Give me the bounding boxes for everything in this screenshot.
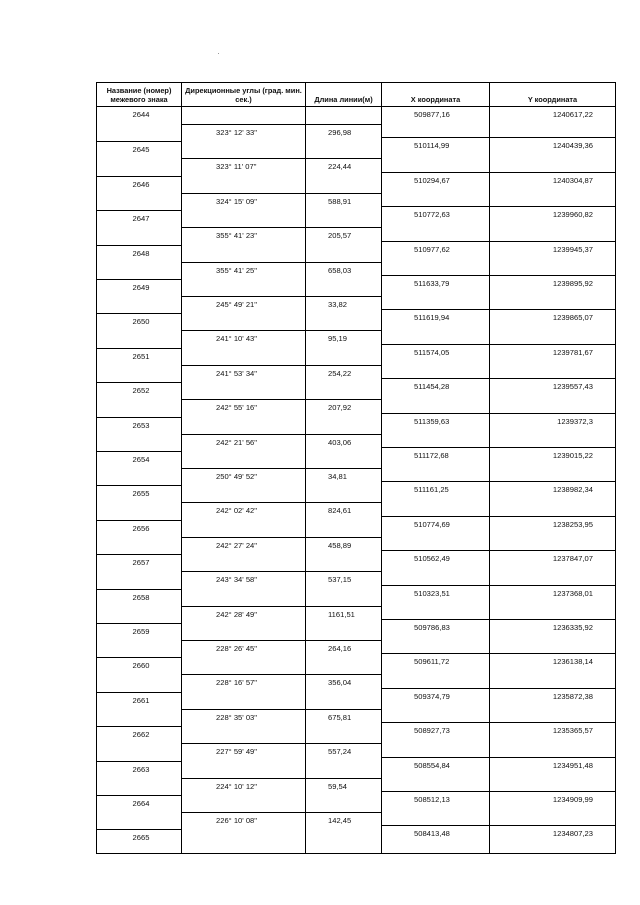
x-coordinate-cell: 510294,67 <box>382 172 489 190</box>
y-coordinate-cell: 1237847,07 <box>490 550 615 568</box>
x-coordinate-cell: 511172,68 <box>382 447 489 465</box>
direction-angle-cell: 226° 10' 08" <box>182 812 305 830</box>
point-name-cell: 2645 <box>97 141 181 159</box>
line-length-cell: 557,24 <box>306 743 381 761</box>
direction-angle-cell: 241° 10' 43" <box>182 330 305 348</box>
y-coordinate-cell: 1238982,34 <box>490 481 615 499</box>
y-coordinate-cell: 1240617,22 <box>552 110 593 119</box>
y-coordinate-cell: 1236335,92 <box>490 619 615 637</box>
point-name-cell: 2659 <box>97 623 181 641</box>
x-coordinate-cell: 509786,83 <box>382 619 489 637</box>
direction-angle-cell: 242° 55' 16" <box>182 399 305 417</box>
x-coordinate-cell: 509374,79 <box>382 688 489 706</box>
x-coordinate-cell: 509611,72 <box>382 653 489 671</box>
line-length-cell: 142,45 <box>306 812 381 830</box>
line-length-cell: 34,81 <box>306 468 381 486</box>
line-length-cell: 356,04 <box>306 674 381 692</box>
point-name-cell: 2656 <box>97 520 181 538</box>
y-coordinate-cell: 1239372,3 <box>490 413 615 431</box>
point-name-cell: 2658 <box>97 589 181 607</box>
line-length-cell: 824,61 <box>306 502 381 520</box>
line-length-cell: 658,03 <box>306 262 381 280</box>
x-coordinate-cell: 510772,63 <box>382 206 489 224</box>
point-name-cell: 2646 <box>97 176 181 194</box>
column-y-coordinate <box>490 107 615 853</box>
line-length-cell: 296,98 <box>306 124 381 142</box>
scan-speck <box>218 53 219 54</box>
column-x-coordinate <box>382 107 490 853</box>
direction-angle-cell: 245° 49' 21" <box>182 296 305 314</box>
point-name-cell: 2657 <box>97 554 181 572</box>
line-length-cell: 403,06 <box>306 434 381 452</box>
x-coordinate-cell: 508413,48 <box>382 825 489 843</box>
line-length-cell: 95,19 <box>306 330 381 348</box>
header-point-name: Название (номер) межевого знака <box>97 83 182 106</box>
line-length-cell: 588,91 <box>306 193 381 211</box>
point-name-cell: 2660 <box>97 657 181 675</box>
line-length-cell: 59,54 <box>306 778 381 796</box>
line-length-cell: 537,15 <box>306 571 381 589</box>
column-direction-angle <box>182 107 306 853</box>
y-coordinate-cell: 1239557,43 <box>490 378 615 396</box>
direction-angle-cell: 241° 53' 34" <box>182 365 305 383</box>
point-name-cell: 2663 <box>97 761 181 779</box>
y-coordinate-cell: 1239960,82 <box>490 206 615 224</box>
point-name-cell: 2648 <box>97 245 181 263</box>
line-length-cell: 207,92 <box>306 399 381 417</box>
x-coordinate-cell: 510323,51 <box>382 585 489 603</box>
x-coordinate-cell: 510977,62 <box>382 241 489 259</box>
direction-angle-cell: 227° 59' 49" <box>182 743 305 761</box>
x-coordinate-cell: 511619,94 <box>382 309 489 327</box>
direction-angle-cell: 242° 27' 24" <box>182 537 305 555</box>
x-coordinate-cell: 510562,49 <box>382 550 489 568</box>
x-coordinate-cell: 511359,63 <box>382 413 489 431</box>
boundary-coordinates-table <box>96 82 616 854</box>
direction-angle-cell: 228° 26' 45" <box>182 640 305 658</box>
direction-angle-cell: 243° 34' 58" <box>182 571 305 589</box>
direction-angle-cell: 323° 11' 07" <box>182 158 305 176</box>
x-coordinate-cell: 510774,69 <box>382 516 489 534</box>
point-name-cell: 2654 <box>97 451 181 469</box>
y-coordinate-cell: 1234951,48 <box>490 757 615 775</box>
x-coordinate-cell: 511161,25 <box>382 481 489 499</box>
y-coordinate-cell: 1240439,36 <box>490 137 615 155</box>
direction-angle-cell: 228° 35' 03" <box>182 709 305 727</box>
direction-angle-cell: 224° 10' 12" <box>182 778 305 796</box>
line-length-cell: 205,57 <box>306 227 381 245</box>
x-coordinate-cell: 511454,28 <box>382 378 489 396</box>
line-length-cell: 458,89 <box>306 537 381 555</box>
y-coordinate-cell: 1235365,57 <box>490 722 615 740</box>
line-length-cell: 33,82 <box>306 296 381 314</box>
header-x-coordinate: X координата <box>382 83 490 106</box>
x-coordinate-cell: 511633,79 <box>382 275 489 293</box>
direction-angle-cell: 242° 28' 49" <box>182 606 305 624</box>
line-length-cell: 675,81 <box>306 709 381 727</box>
point-name-cell: 2647 <box>97 210 181 228</box>
direction-angle-cell: 242° 21' 56" <box>182 434 305 452</box>
point-name-cell: 2652 <box>97 382 181 400</box>
header-y-coordinate: Y координата <box>527 95 578 104</box>
y-coordinate-cell: 1240304,87 <box>490 172 615 190</box>
point-name-cell: 2649 <box>97 279 181 297</box>
point-name-cell: 2661 <box>97 692 181 710</box>
x-coordinate-cell: 511574,05 <box>382 344 489 362</box>
direction-angle-cell: 355° 41' 23" <box>182 227 305 245</box>
table-body <box>97 107 615 853</box>
line-length-cell: 254,22 <box>306 365 381 383</box>
y-coordinate-cell: 1239895,92 <box>490 275 615 293</box>
line-length-cell: 264,16 <box>306 640 381 658</box>
point-name-cell: 2664 <box>97 795 181 813</box>
direction-angle-cell: 250° 49' 52" <box>182 468 305 486</box>
line-length-cell: 224,44 <box>306 158 381 176</box>
table-header <box>97 83 615 107</box>
y-coordinate-cell: 1234807,23 <box>490 825 615 843</box>
y-coordinate-cell: 1234909,99 <box>490 791 615 809</box>
y-coordinate-cell: 1235872,38 <box>490 688 615 706</box>
point-name-cell: 2651 <box>97 348 181 366</box>
x-coordinate-cell: 509877,16 <box>414 110 450 119</box>
point-name-cell: 2662 <box>97 726 181 744</box>
y-coordinate-cell: 1238253,95 <box>490 516 615 534</box>
y-coordinate-cell: 1239945,37 <box>490 241 615 259</box>
point-name-cell: 2655 <box>97 485 181 503</box>
line-length-cell: 1161,51 <box>306 606 381 624</box>
column-point-name <box>97 107 182 853</box>
x-coordinate-cell: 508554,84 <box>382 757 489 775</box>
x-coordinate-cell: 510114,99 <box>382 137 489 155</box>
y-coordinate-cell: 1236138,14 <box>490 653 615 671</box>
y-coordinate-cell: 1237368,01 <box>490 585 615 603</box>
direction-angle-cell: 323° 12' 33" <box>182 124 305 142</box>
y-coordinate-cell: 1239865,07 <box>490 309 615 327</box>
direction-angle-cell: 228° 16' 57" <box>182 674 305 692</box>
x-coordinate-cell: 508512,13 <box>382 791 489 809</box>
column-line-length <box>306 107 382 853</box>
direction-angle-cell: 324° 15' 09" <box>182 193 305 211</box>
direction-angle-cell: 355° 41' 25" <box>182 262 305 280</box>
point-name-cell: 2644 <box>132 110 150 119</box>
x-coordinate-cell: 508927,73 <box>382 722 489 740</box>
point-name-cell: 2653 <box>97 417 181 435</box>
direction-angle-cell: 242° 02' 42" <box>182 502 305 520</box>
point-name-cell: 2665 <box>97 829 181 847</box>
header-line-length: Длина линии(м) <box>306 83 382 106</box>
y-coordinate-cell: 1239015,22 <box>490 447 615 465</box>
point-name-cell: 2650 <box>97 313 181 331</box>
header-direction-angles: Дирекционные углы (град. мин. сек.) <box>182 83 306 106</box>
y-coordinate-cell: 1239781,67 <box>490 344 615 362</box>
